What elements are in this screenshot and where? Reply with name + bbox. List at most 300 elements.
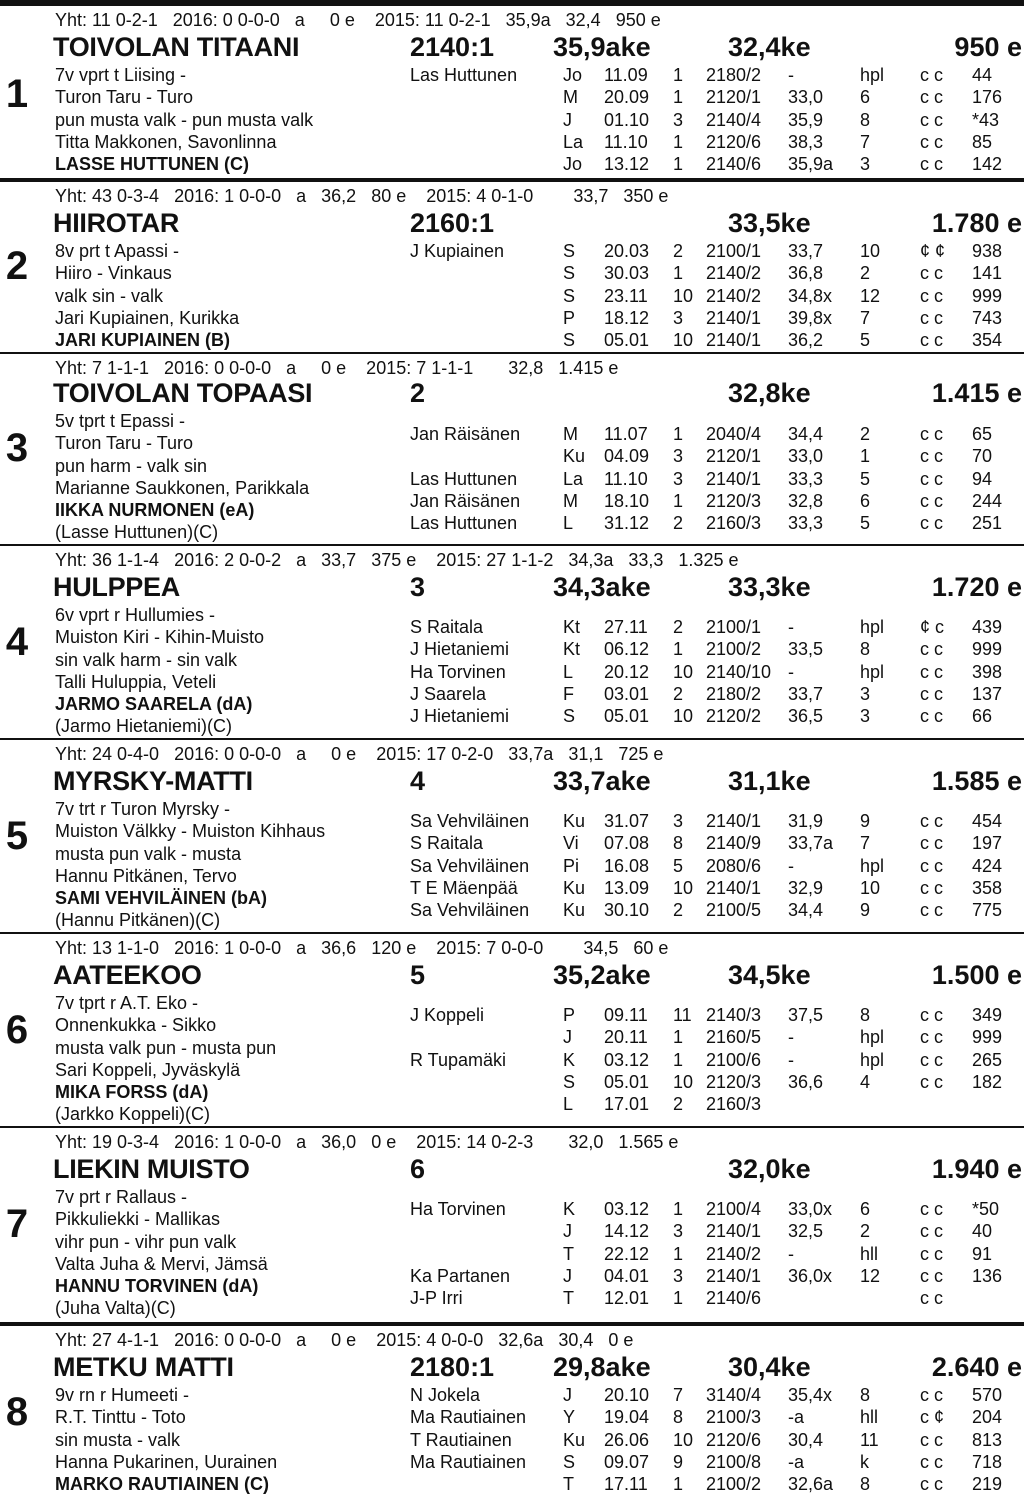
result-row: [0, 877, 1024, 899]
result-odds: 999: [972, 639, 1003, 660]
result-place: hpl: [860, 661, 885, 682]
result-place: 6: [860, 87, 871, 108]
result-code: c c: [920, 154, 944, 175]
result-time: 33,7: [788, 683, 824, 704]
result-odds: 137: [972, 683, 1003, 704]
result-place: 8: [860, 1474, 871, 1495]
colors: valk sin - valk: [55, 285, 164, 306]
earnings: 1.585 e: [931, 766, 1022, 796]
result-code: c c: [920, 1385, 944, 1405]
result-distance: 2120/6: [706, 1429, 762, 1450]
result-odds: 775: [972, 900, 1003, 921]
result-place: 2: [860, 1221, 871, 1242]
result-code: c c: [920, 87, 944, 108]
result-distance: 2140/2: [706, 263, 762, 284]
result-row: [0, 445, 1024, 467]
result-row: [0, 855, 1024, 877]
horse-name: AATEEKOO: [53, 960, 202, 990]
result-track: S: [563, 241, 576, 261]
entry-7: [0, 1126, 1024, 1324]
result-driver: J Koppeli: [410, 1005, 485, 1025]
result-code: c c: [920, 1049, 944, 1070]
result-track: M: [563, 424, 578, 444]
entry-summary: Yht: 24 0-4-0 2016: 0 0-0-0 a 0 e 2015: 17 0-2-0 33,7a 31,1 725 e: [55, 744, 664, 764]
result-track: Kt: [563, 617, 581, 637]
result-row: [0, 1049, 1024, 1071]
dam-line: Hiiro - Vinkaus: [55, 263, 172, 284]
result-driver: Jan Räisänen: [410, 490, 521, 511]
result-time: 36,0x: [788, 1265, 833, 1286]
result-place: 9: [860, 811, 871, 831]
result-place: 10: [860, 877, 881, 898]
result-driver: S Raitala: [410, 833, 484, 854]
trainer: (Jarkko Koppeli)(C): [55, 1104, 211, 1125]
result-time: 33,5: [788, 639, 824, 660]
result-track: M: [563, 87, 578, 108]
result-date: 19.04: [604, 1407, 650, 1428]
result-distance: 2100/1: [706, 617, 762, 637]
result-time: -: [788, 617, 794, 637]
result-distance: 2140/1: [706, 1221, 762, 1242]
result-date: 26.06: [604, 1429, 650, 1450]
result-time: 36,2: [788, 330, 824, 351]
result-distance: 2120/2: [706, 706, 762, 727]
colors: musta valk pun - musta pun: [55, 1037, 277, 1058]
driver: JARMO SAARELA (dA): [55, 694, 253, 715]
result-row: [0, 1071, 1024, 1093]
result-driver: J-P Irri: [410, 1288, 463, 1309]
horse-name: METKU MATTI: [53, 1352, 234, 1382]
top-rule: [0, 0, 1024, 6]
result-code: c c: [920, 131, 944, 152]
start-number: 5: [5, 814, 29, 858]
record-auto: 33,7ake: [553, 766, 651, 796]
result-track: T: [563, 1288, 574, 1309]
record: 30,4ke: [728, 1352, 811, 1382]
result-odds: 349: [972, 1005, 1003, 1025]
result-place: 12: [860, 285, 881, 306]
result-distance: 2100/3: [706, 1407, 762, 1428]
result-position: 3: [673, 109, 684, 130]
dam-line: Onnenkukka - Sikko: [55, 1015, 217, 1036]
entry-summary: Yht: 43 0-3-4 2016: 1 0-0-0 a 36,2 80 e 2015: 4 0-1-0 33,7 350 e: [55, 186, 669, 206]
result-odds: 91: [972, 1243, 993, 1264]
start-distance: 2160:1: [410, 208, 495, 238]
result-track: Jo: [563, 65, 583, 85]
result-track: J: [563, 1385, 572, 1405]
result-driver: Jan Räisänen: [410, 424, 521, 444]
record: 31,1ke: [728, 766, 811, 796]
start-number: 1: [5, 72, 29, 116]
trainer: (Jarmo Hietaniemi)(C): [55, 716, 233, 737]
result-row: [0, 1198, 1024, 1220]
record: 32,8ke: [728, 378, 811, 408]
result-row: [0, 262, 1024, 284]
result-place: 8: [860, 1385, 871, 1405]
result-date: 13.09: [604, 877, 650, 898]
result-driver: Sa Vehviläinen: [410, 855, 530, 876]
result-time: 33,7a: [788, 833, 834, 854]
result-time: 33,0: [788, 446, 824, 467]
start-distance: 4: [410, 766, 426, 796]
earnings: 1.500 e: [931, 960, 1022, 990]
result-place: 5: [860, 513, 871, 534]
result-odds: 999: [972, 285, 1003, 306]
result-driver: J Hietaniemi: [410, 639, 510, 660]
result-track: La: [563, 468, 584, 489]
result-time: 32,6a: [788, 1474, 834, 1495]
result-track: S: [563, 706, 576, 727]
result-code: c c: [920, 833, 944, 854]
result-odds: 141: [972, 263, 1003, 284]
result-track: L: [563, 1094, 574, 1115]
dam-line: Pikkuliekki - Mallikas: [55, 1209, 221, 1230]
result-row: [0, 1093, 1024, 1115]
result-position: 8: [673, 1407, 684, 1428]
result-code: c ¢: [920, 1407, 945, 1428]
result-date: 30.10: [604, 900, 650, 921]
pedigree: 6v vprt r Hullumies -: [55, 605, 216, 625]
result-row: [0, 1406, 1024, 1428]
result-odds: 813: [972, 1429, 1003, 1450]
result-odds: 251: [972, 513, 1003, 534]
result-time: 33,7: [788, 241, 824, 261]
result-track: J: [563, 109, 572, 130]
result-code: c c: [920, 661, 944, 682]
result-track: Ku: [563, 900, 586, 921]
result-distance: 2080/6: [706, 855, 762, 876]
result-position: 2: [673, 900, 684, 921]
result-distance: 2160/3: [706, 513, 762, 534]
result-position: 1: [673, 1049, 684, 1070]
result-driver: J Saarela: [410, 683, 487, 704]
result-code: c c: [920, 811, 944, 831]
result-odds: 570: [972, 1385, 1003, 1405]
result-distance: 2040/4: [706, 424, 762, 444]
result-row: [0, 1384, 1024, 1406]
result-row: [0, 131, 1024, 153]
result-row: [0, 683, 1024, 705]
result-time: 35,9: [788, 109, 824, 130]
result-position: 1: [673, 1474, 684, 1495]
result-track: K: [563, 1049, 576, 1070]
dam-line: Turon Taru - Turo: [55, 433, 194, 454]
owner: Talli Huluppia, Veteli: [55, 671, 217, 692]
result-place: 1: [860, 446, 871, 467]
result-position: 1: [673, 263, 684, 284]
colors: sin musta - valk: [55, 1429, 181, 1450]
result-row: [0, 1473, 1024, 1495]
result-track: La: [563, 131, 584, 152]
owner: Valta Juha & Mervi, Jämsä: [55, 1253, 268, 1274]
result-odds: 40: [972, 1221, 993, 1242]
result-row: [0, 307, 1024, 329]
result-driver: S Raitala: [410, 617, 484, 637]
result-row: [0, 638, 1024, 660]
result-code: c c: [920, 900, 944, 921]
result-odds: 938: [972, 241, 1003, 261]
result-time: 36,6: [788, 1071, 824, 1092]
result-time: -a: [788, 1407, 805, 1428]
result-date: 31.12: [604, 513, 650, 534]
result-place: 12: [860, 1265, 881, 1286]
result-position: 1: [673, 639, 684, 660]
result-track: J: [563, 1265, 572, 1286]
result-row: [0, 329, 1024, 351]
result-track: Vi: [563, 833, 579, 854]
result-distance: 2140/9: [706, 833, 762, 854]
result-track: F: [563, 683, 574, 704]
result-odds: 999: [972, 1027, 1003, 1048]
result-distance: 2140/2: [706, 1243, 762, 1264]
result-date: 05.01: [604, 706, 650, 727]
result-driver: Sa Vehviläinen: [410, 811, 530, 831]
result-time: 31,9: [788, 811, 824, 831]
result-distance: 2100/2: [706, 1474, 762, 1495]
result-odds: 66: [972, 706, 993, 727]
result-place: 2: [860, 263, 871, 284]
result-driver: R Tupamäki: [410, 1049, 507, 1070]
result-distance: 2140/3: [706, 1005, 762, 1025]
result-code: c c: [920, 285, 944, 306]
result-row: [0, 423, 1024, 445]
result-distance: 2120/3: [706, 1071, 762, 1092]
trainer: (Lasse Huttunen)(C): [55, 522, 219, 543]
result-track: Ku: [563, 446, 586, 467]
result-date: 11.10: [604, 468, 648, 489]
owner: Marianne Saukkonen, Parikkala: [55, 477, 310, 498]
result-odds: 176: [972, 87, 1003, 108]
result-distance: 2160/5: [706, 1027, 762, 1048]
result-odds: 197: [972, 833, 1003, 854]
result-code: c c: [920, 706, 944, 727]
result-position: 2: [673, 513, 684, 534]
dam-line: Muiston Välkky - Muiston Kihhaus: [55, 821, 326, 842]
pedigree: 7v tprt r A.T. Eko -: [55, 993, 199, 1013]
result-place: 5: [860, 330, 871, 351]
result-driver: Sa Vehviläinen: [410, 900, 530, 921]
result-date: 05.01: [604, 330, 650, 351]
result-time: 33,3: [788, 513, 824, 534]
result-time: -: [788, 1027, 794, 1048]
result-code: ¢ ¢: [920, 241, 946, 261]
result-position: 3: [673, 811, 684, 831]
result-date: 22.12: [604, 1243, 650, 1264]
result-odds: 439: [972, 617, 1003, 637]
result-row: [0, 240, 1024, 262]
result-distance: 3140/4: [706, 1385, 762, 1405]
result-time: 34,4: [788, 900, 824, 921]
result-date: 03.01: [604, 683, 650, 704]
result-date: 01.10: [604, 109, 650, 130]
result-track: T: [563, 1474, 574, 1495]
result-time: 34,8x: [788, 285, 833, 306]
result-distance: 2140/4: [706, 109, 762, 130]
result-code: c c: [920, 307, 944, 328]
result-place: hpl: [860, 65, 885, 85]
result-position: 2: [673, 1094, 684, 1115]
trainer: (Juha Valta)(C): [55, 1298, 176, 1319]
result-distance: 2140/1: [706, 811, 762, 831]
result-row: [0, 1429, 1024, 1451]
result-time: -a: [788, 1451, 805, 1472]
colors: pun harm - valk sin: [55, 455, 208, 476]
result-time: 32,9: [788, 877, 824, 898]
result-position: 5: [673, 855, 684, 876]
result-position: 10: [673, 661, 694, 682]
result-time: -: [788, 661, 794, 682]
result-driver: Ha Torvinen: [410, 1199, 506, 1219]
result-position: 1: [673, 65, 684, 85]
result-position: 1: [673, 1288, 684, 1309]
result-position: 1: [673, 1199, 684, 1219]
result-driver: Ha Torvinen: [410, 661, 506, 682]
result-date: 27.11: [604, 617, 648, 637]
result-code: ¢ c: [920, 617, 945, 637]
result-code: c c: [920, 468, 944, 489]
result-odds: 182: [972, 1071, 1003, 1092]
result-odds: *43: [972, 109, 1000, 130]
dam-line: Muiston Kiri - Kihin-Muisto: [55, 627, 265, 648]
result-row: [0, 1220, 1024, 1242]
result-position: 1: [673, 424, 684, 444]
result-time: 36,8: [788, 263, 824, 284]
result-code: c c: [920, 1429, 944, 1450]
result-date: 20.10: [604, 1385, 650, 1405]
result-odds: 65: [972, 424, 993, 444]
start-number: 8: [5, 1390, 29, 1434]
colors: sin valk harm - sin valk: [55, 649, 238, 670]
result-code: c c: [920, 263, 944, 284]
driver: MIKA FORSS (dA): [55, 1082, 209, 1103]
result-date: 17.11: [604, 1474, 648, 1495]
result-date: 12.01: [604, 1288, 650, 1309]
result-position: 3: [673, 307, 684, 328]
result-time: 30,4: [788, 1429, 824, 1450]
result-code: c c: [920, 1027, 944, 1048]
result-place: 8: [860, 1005, 871, 1025]
result-date: 11.07: [604, 424, 648, 444]
result-code: c c: [920, 1005, 944, 1025]
result-time: -: [788, 855, 794, 876]
result-time: 35,4x: [788, 1385, 833, 1405]
result-track: P: [563, 307, 576, 328]
result-time: 34,4: [788, 424, 824, 444]
pedigree: 5v tprt t Epassi -: [55, 411, 186, 431]
start-distance: 2: [410, 378, 426, 408]
result-track: T: [563, 1243, 574, 1264]
result-odds: 718: [972, 1451, 1003, 1472]
result-place: 4: [860, 1071, 871, 1092]
pedigree: 7v trt r Turon Myrsky -: [55, 799, 231, 819]
result-track: Ku: [563, 1429, 586, 1450]
result-track: L: [563, 513, 574, 534]
result-date: 30.03: [604, 263, 650, 284]
result-code: c c: [920, 1265, 944, 1286]
colors: pun musta valk - pun musta valk: [55, 109, 314, 130]
result-row: [0, 86, 1024, 108]
result-driver: N Jokela: [410, 1385, 481, 1405]
result-place: 3: [860, 683, 871, 704]
entry-summary: Yht: 19 0-3-4 2016: 1 0-0-0 a 36,0 0 e 2015: 14 0-2-3 32,0 1.565 e: [55, 1132, 679, 1152]
result-track: Kt: [563, 639, 581, 660]
result-row: [0, 810, 1024, 832]
result-position: 2: [673, 617, 684, 637]
result-odds: 142: [972, 154, 1003, 175]
result-code: c c: [920, 1199, 944, 1219]
driver: JARI KUPIAINEN (B): [55, 330, 231, 351]
result-code: c c: [920, 424, 944, 444]
result-position: 10: [673, 285, 694, 306]
result-distance: 2140/2: [706, 285, 762, 306]
result-code: c c: [920, 1474, 944, 1495]
result-position: 2: [673, 241, 684, 261]
result-date: 20.12: [604, 661, 650, 682]
result-distance: 2100/8: [706, 1451, 762, 1472]
result-date: 03.12: [604, 1199, 650, 1219]
result-position: 1: [673, 1243, 684, 1264]
record-auto: 29,8ake: [553, 1352, 651, 1382]
result-row: [0, 616, 1024, 638]
result-date: 18.10: [604, 490, 650, 511]
result-track: P: [563, 1005, 576, 1025]
record: 33,5ke: [728, 208, 811, 238]
result-track: Y: [563, 1407, 576, 1428]
result-odds: 219: [972, 1474, 1003, 1495]
driver: HANNU TORVINEN (dA): [55, 1276, 259, 1297]
result-code: c c: [920, 877, 944, 898]
result-distance: 2140/6: [706, 1288, 762, 1309]
result-distance: 2120/3: [706, 490, 762, 511]
result-date: 11.09: [604, 65, 648, 85]
result-position: 1: [673, 131, 684, 152]
result-row: [0, 109, 1024, 131]
result-date: 18.12: [604, 307, 650, 328]
result-place: hpl: [860, 617, 885, 637]
entry-1: [0, 8, 1024, 178]
result-distance: 2180/2: [706, 65, 762, 85]
horse-name: MYRSKY-MATTI: [53, 766, 253, 796]
result-time: 32,5: [788, 1221, 824, 1242]
result-position: 3: [673, 446, 684, 467]
result-code: c c: [920, 1071, 944, 1092]
owner: Titta Makkonen, Savonlinna: [55, 131, 277, 152]
result-time: 39,8x: [788, 307, 833, 328]
result-position: 10: [673, 877, 694, 898]
record-auto: 34,3ake: [553, 572, 651, 602]
driver: SAMI VEHVILÄINEN (bA): [55, 888, 268, 909]
result-time: 32,8: [788, 490, 824, 511]
result-code: c c: [920, 513, 944, 534]
result-position: 1: [673, 1027, 684, 1048]
entry-summary: Yht: 27 4-1-1 2016: 0 0-0-0 a 0 e 2015: 4 0-0-0 32,6a 30,4 0 e: [55, 1330, 634, 1350]
result-time: -: [788, 1243, 794, 1264]
result-row: [0, 468, 1024, 490]
result-distance: 2140/1: [706, 468, 762, 489]
result-driver: Ma Rautiainen: [410, 1407, 527, 1428]
result-time: 35,9a: [788, 154, 834, 175]
result-row: [0, 1004, 1024, 1026]
result-code: c c: [920, 639, 944, 660]
colors: musta pun valk - musta: [55, 843, 242, 864]
result-odds: 204: [972, 1407, 1003, 1428]
result-code: c c: [920, 855, 944, 876]
result-position: 1: [673, 154, 684, 175]
result-code: c c: [920, 1451, 944, 1472]
result-position: 3: [673, 1221, 684, 1242]
result-position: 10: [673, 1071, 694, 1092]
result-time: 37,5: [788, 1005, 824, 1025]
